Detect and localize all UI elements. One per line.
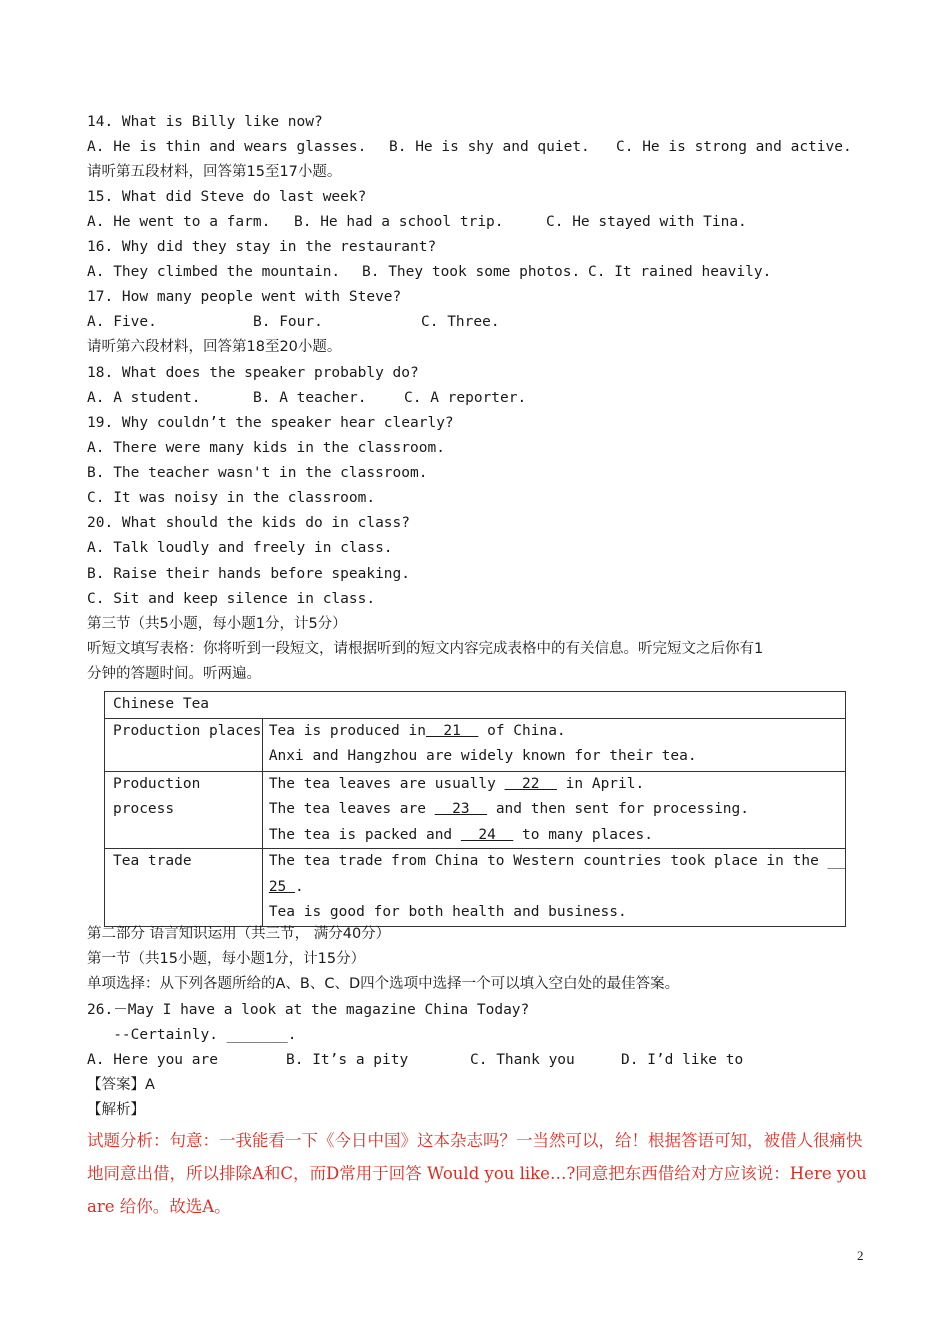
- option-b: B. He had a school trip.: [294, 214, 504, 230]
- blank-25: 25: [268, 878, 296, 895]
- section-instruction: 请听第六段材料，回答第18至20小题。: [87, 339, 342, 355]
- option-a: A. They climbed the mountain.: [87, 264, 341, 280]
- option-b: B. The teacher wasn't in the classroom.: [87, 465, 428, 481]
- question-18: 18. What does the speaker probably do?: [87, 365, 419, 381]
- question-20: 20. What should the kids do in class?: [87, 515, 411, 531]
- table-title-text: Chinese Tea: [113, 696, 210, 712]
- section-instruction-continued: 分钟的答题时间。听两遍。: [87, 666, 261, 682]
- option-a: A. He is thin and wears glasses.: [87, 139, 367, 155]
- line-text: in April.: [556, 775, 645, 792]
- table-row-content: [262, 849, 845, 927]
- option-b: B. A teacher.: [253, 390, 367, 406]
- section-instruction: 请听第五段材料，回答第15至17小题。: [87, 164, 342, 180]
- section-instruction: 单项选择：从下列各题所给的A、B、C、D四个选项中选择一个可以填入空白处的最佳答案。: [87, 976, 680, 992]
- option-b: B. Four.: [253, 314, 323, 330]
- question-17-options: [87, 310, 500, 335]
- table-line: [269, 772, 845, 798]
- question-16: 16. Why did they stay in the restaurant?: [87, 239, 437, 255]
- answer-label: 【答案】A: [87, 1077, 155, 1093]
- line-text: and then sent for processing.: [487, 801, 749, 817]
- question-15: 15. What did Steve do last week?: [87, 189, 367, 205]
- table-row-label: [105, 718, 263, 771]
- line-text: .: [295, 878, 304, 895]
- option-d: D. I’d like to: [621, 1052, 744, 1068]
- table-row-content: [262, 771, 845, 849]
- row-label-text: process: [113, 801, 175, 817]
- option-b: B. He is shy and quiet.: [389, 139, 590, 155]
- table-title: [105, 692, 846, 719]
- section-instruction: 听短文填写表格：你将听到一段短文，请根据听到的短文内容完成表格中的有关信息。听完短文之后你有1: [87, 641, 764, 657]
- option-a: A. Talk loudly and freely in class.: [87, 540, 393, 556]
- table-row-label: [105, 771, 263, 849]
- table-row-label: [105, 849, 263, 927]
- section-heading: 第一节（共15小题，每小题1分，计15分）: [87, 951, 366, 967]
- option-c: C. A reporter.: [404, 390, 527, 406]
- option-b: B. It’s a pity: [286, 1052, 409, 1068]
- table-line: The tea trade from China to Western countries took place in the __: [268, 853, 845, 869]
- question-26: 26.－May I have a look at the magazine China Today?: [87, 1002, 530, 1018]
- question-26-options: [87, 1048, 743, 1073]
- option-c: C. It rained heavily.: [588, 264, 772, 280]
- option-c: C. Sit and keep silence in class.: [87, 591, 376, 607]
- analysis-text: 试题分析：句意：一我能看一下《今日中国》这本杂志吗？一当然可以，给！根据答语可知，被借人很痛快地同意出借，所以排除A和C，而D常用于回答 Would you like…?同意把东西借给对方应该说：Here you are 给你。故选A。: [87, 1131, 867, 1216]
- question-19: 19. Why couldn’t the speaker hear clearly?: [87, 415, 454, 431]
- option-c: C. He is strong and active.: [616, 139, 852, 155]
- row-label-text: Production: [113, 775, 201, 792]
- question-16-options: [87, 260, 771, 285]
- question-18-options: [87, 386, 526, 411]
- question-26-reply: --Certainly. _______.: [87, 1027, 297, 1043]
- option-c: C. It was noisy in the classroom.: [87, 490, 376, 506]
- line-text: to many places.: [513, 826, 653, 843]
- line-text: The tea leaves are usually: [268, 775, 505, 792]
- question-14: 14. What is Billy like now?: [87, 114, 323, 130]
- analysis-label: 【解析】: [87, 1102, 145, 1118]
- table-line: [269, 797, 845, 823]
- line-text: The tea is packed and: [268, 826, 461, 843]
- line-text: of China.: [478, 722, 566, 739]
- option-c: C. He stayed with Tina.: [546, 214, 747, 230]
- blank-23: 23: [434, 801, 488, 817]
- table-line: Tea is good for both health and business.: [268, 904, 627, 920]
- page-number: 2: [857, 1248, 864, 1263]
- chinese-tea-table: [104, 691, 846, 927]
- section-heading: 第三节（共5小题，每小题1分，计5分）: [87, 616, 347, 632]
- option-a: A. He went to a farm.: [87, 214, 271, 230]
- question-14-options: [87, 135, 852, 160]
- table-line: [269, 875, 845, 901]
- option-a: A. There were many kids in the classroom.: [87, 440, 445, 456]
- table-line: [269, 719, 845, 745]
- table-row-content: [262, 718, 845, 771]
- row-label-text: Tea trade: [113, 853, 192, 869]
- line-text: Tea is produced in: [268, 722, 426, 739]
- table-line: [269, 823, 845, 849]
- blank-22: 22: [504, 775, 557, 792]
- line-text: The tea leaves are: [268, 801, 435, 817]
- option-b: B. Raise their hands before speaking.: [87, 566, 411, 582]
- table-line: Anxi and Hangzhou are widely known for their tea.: [268, 748, 697, 764]
- option-c: C. Thank you: [470, 1052, 575, 1068]
- row-label-text: Production places: [113, 722, 262, 739]
- blank-21: 21: [425, 722, 479, 739]
- blank-24: 24: [460, 826, 514, 843]
- option-a: A. A student.: [87, 390, 201, 406]
- question-15-options: [87, 210, 747, 235]
- part-heading: 第二部分 语言知识运用（共三节， 满分40分）: [87, 926, 391, 942]
- option-c: C. Three.: [421, 314, 500, 330]
- option-b: B. They took some photos.: [362, 264, 581, 280]
- option-a: A. Here you are: [87, 1052, 218, 1068]
- option-a: A. Five.: [87, 314, 157, 330]
- question-17: 17. How many people went with Steve?: [87, 289, 402, 305]
